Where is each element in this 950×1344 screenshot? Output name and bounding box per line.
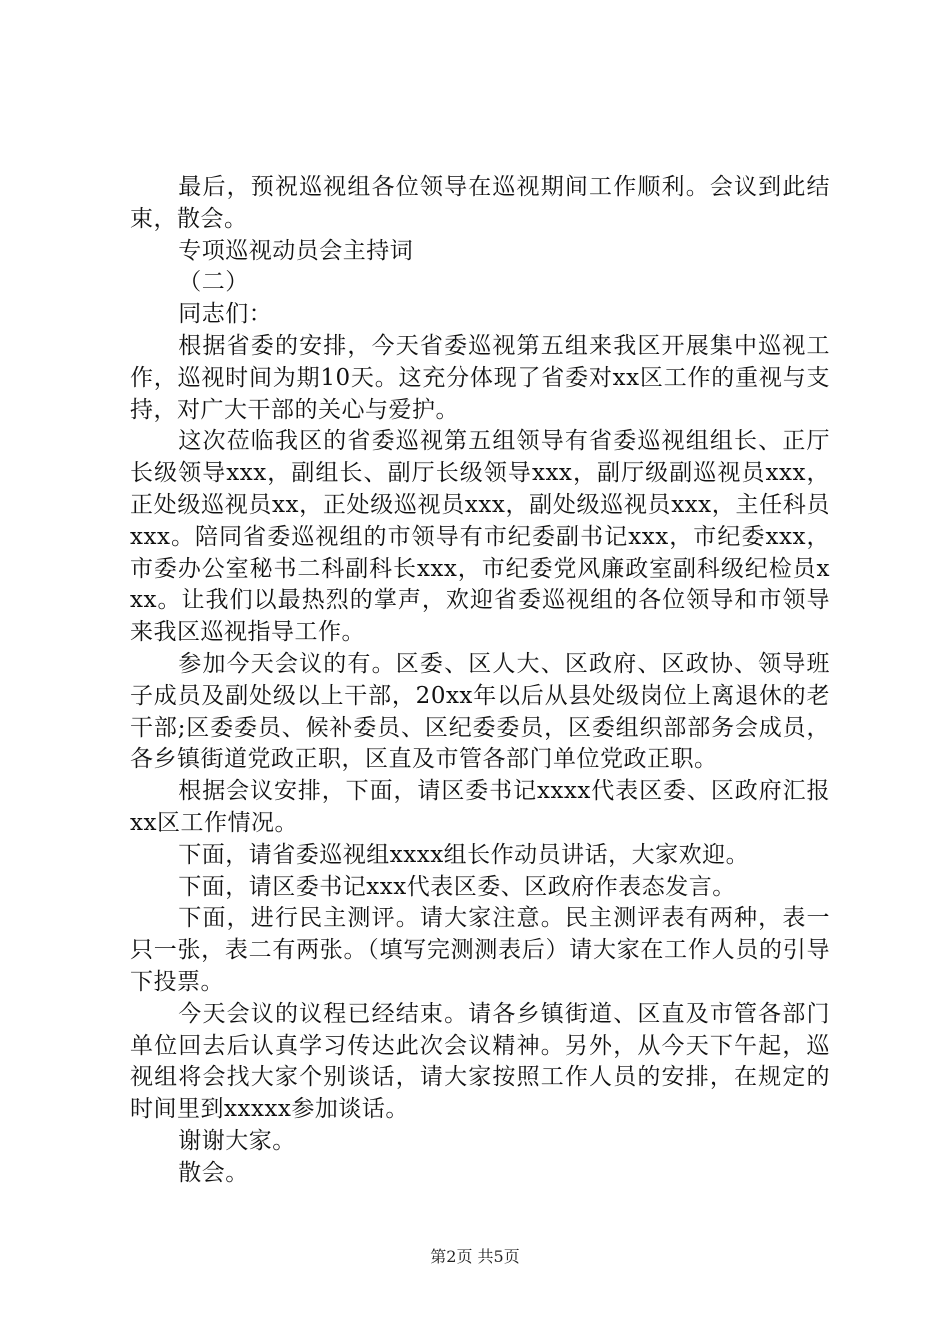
section-number: （二） (178, 269, 249, 296)
section-title: 专项巡视动员会主持词 (178, 237, 414, 264)
page-number-footer: 第2页 共5页 (430, 1247, 520, 1266)
document-body (130, 172, 830, 1190)
paragraph-report: 根据会议安排，下面，请区委书记xxxx代表区委、区政府汇报xx区工作情况。 (130, 778, 830, 836)
salutation: 同志们： (178, 301, 273, 328)
paragraph-conclusion: 今天会议的议程已经结束。请各乡镇街道、区直及市管各部门单位回去后认真学习传达此次会议精神。另外，从今天下午起，巡视组将会找大家个别谈话，请大家按照工作人员的安排，在规定的时间里到xxxxx参加谈话。 (130, 1000, 830, 1123)
paragraph-statement: 下面，请区委书记xxx代表区委、区政府作表态发言。 (178, 873, 736, 900)
paragraph-intro: 根据省委的安排，今天省委巡视第五组来我区开展集中巡视工作，巡视时间为期10天。这充分体现了省委对xx区工作的重视与支持，对广大干部的关心与爱护。 (130, 332, 830, 423)
paragraph-delegation: 这次莅临我区的省委巡视第五组领导有省委巡视组组长、正厅长级领导xxx，副组长、副厅长级领导xxx，副厅级副巡视员xxx，正处级巡视员xx，正处级巡视员xxx，副处级巡视员xxx，主任科员xxx。陪同省委巡视组的市领导有市纪委副书记xxx，市纪委xxx，市委办公室秘书二科副科长xxx，市纪委党风廉政室副科级纪检员xxx。让我们以最热烈的掌声，欢迎省委巡视组的各位领导和市领导来我区巡视指导工作。 (130, 428, 830, 646)
paragraph-attendees: 参加今天会议的有。区委、区人大、区政府、区政协、领导班子成员及副处级以上干部，20xx年以后从县处级岗位上离退休的老干部;区委委员、候补委员、区纪委委员，区委组织部部务会成员，各乡镇街道党政正职，区直及市管各部门单位党政正职。 (130, 650, 830, 773)
paragraph-adjourn: 散会。 (178, 1159, 249, 1186)
paragraph-evaluation: 下面，进行民主测评。请大家注意。民主测评表有两种，表一只一张，表二有两张。（填写完测测表后）请大家在工作人员的引导下投票。 (130, 905, 830, 995)
paragraph-thanks: 谢谢大家。 (178, 1127, 296, 1154)
paragraph-closing-remarks: 最后，预祝巡视组各位领导在巡视期间工作顺利。会议到此结束，散会。 (130, 174, 830, 232)
paragraph-mobilization-speech: 下面，请省委巡视组xxxx组长作动员讲话，大家欢迎。 (178, 841, 750, 868)
